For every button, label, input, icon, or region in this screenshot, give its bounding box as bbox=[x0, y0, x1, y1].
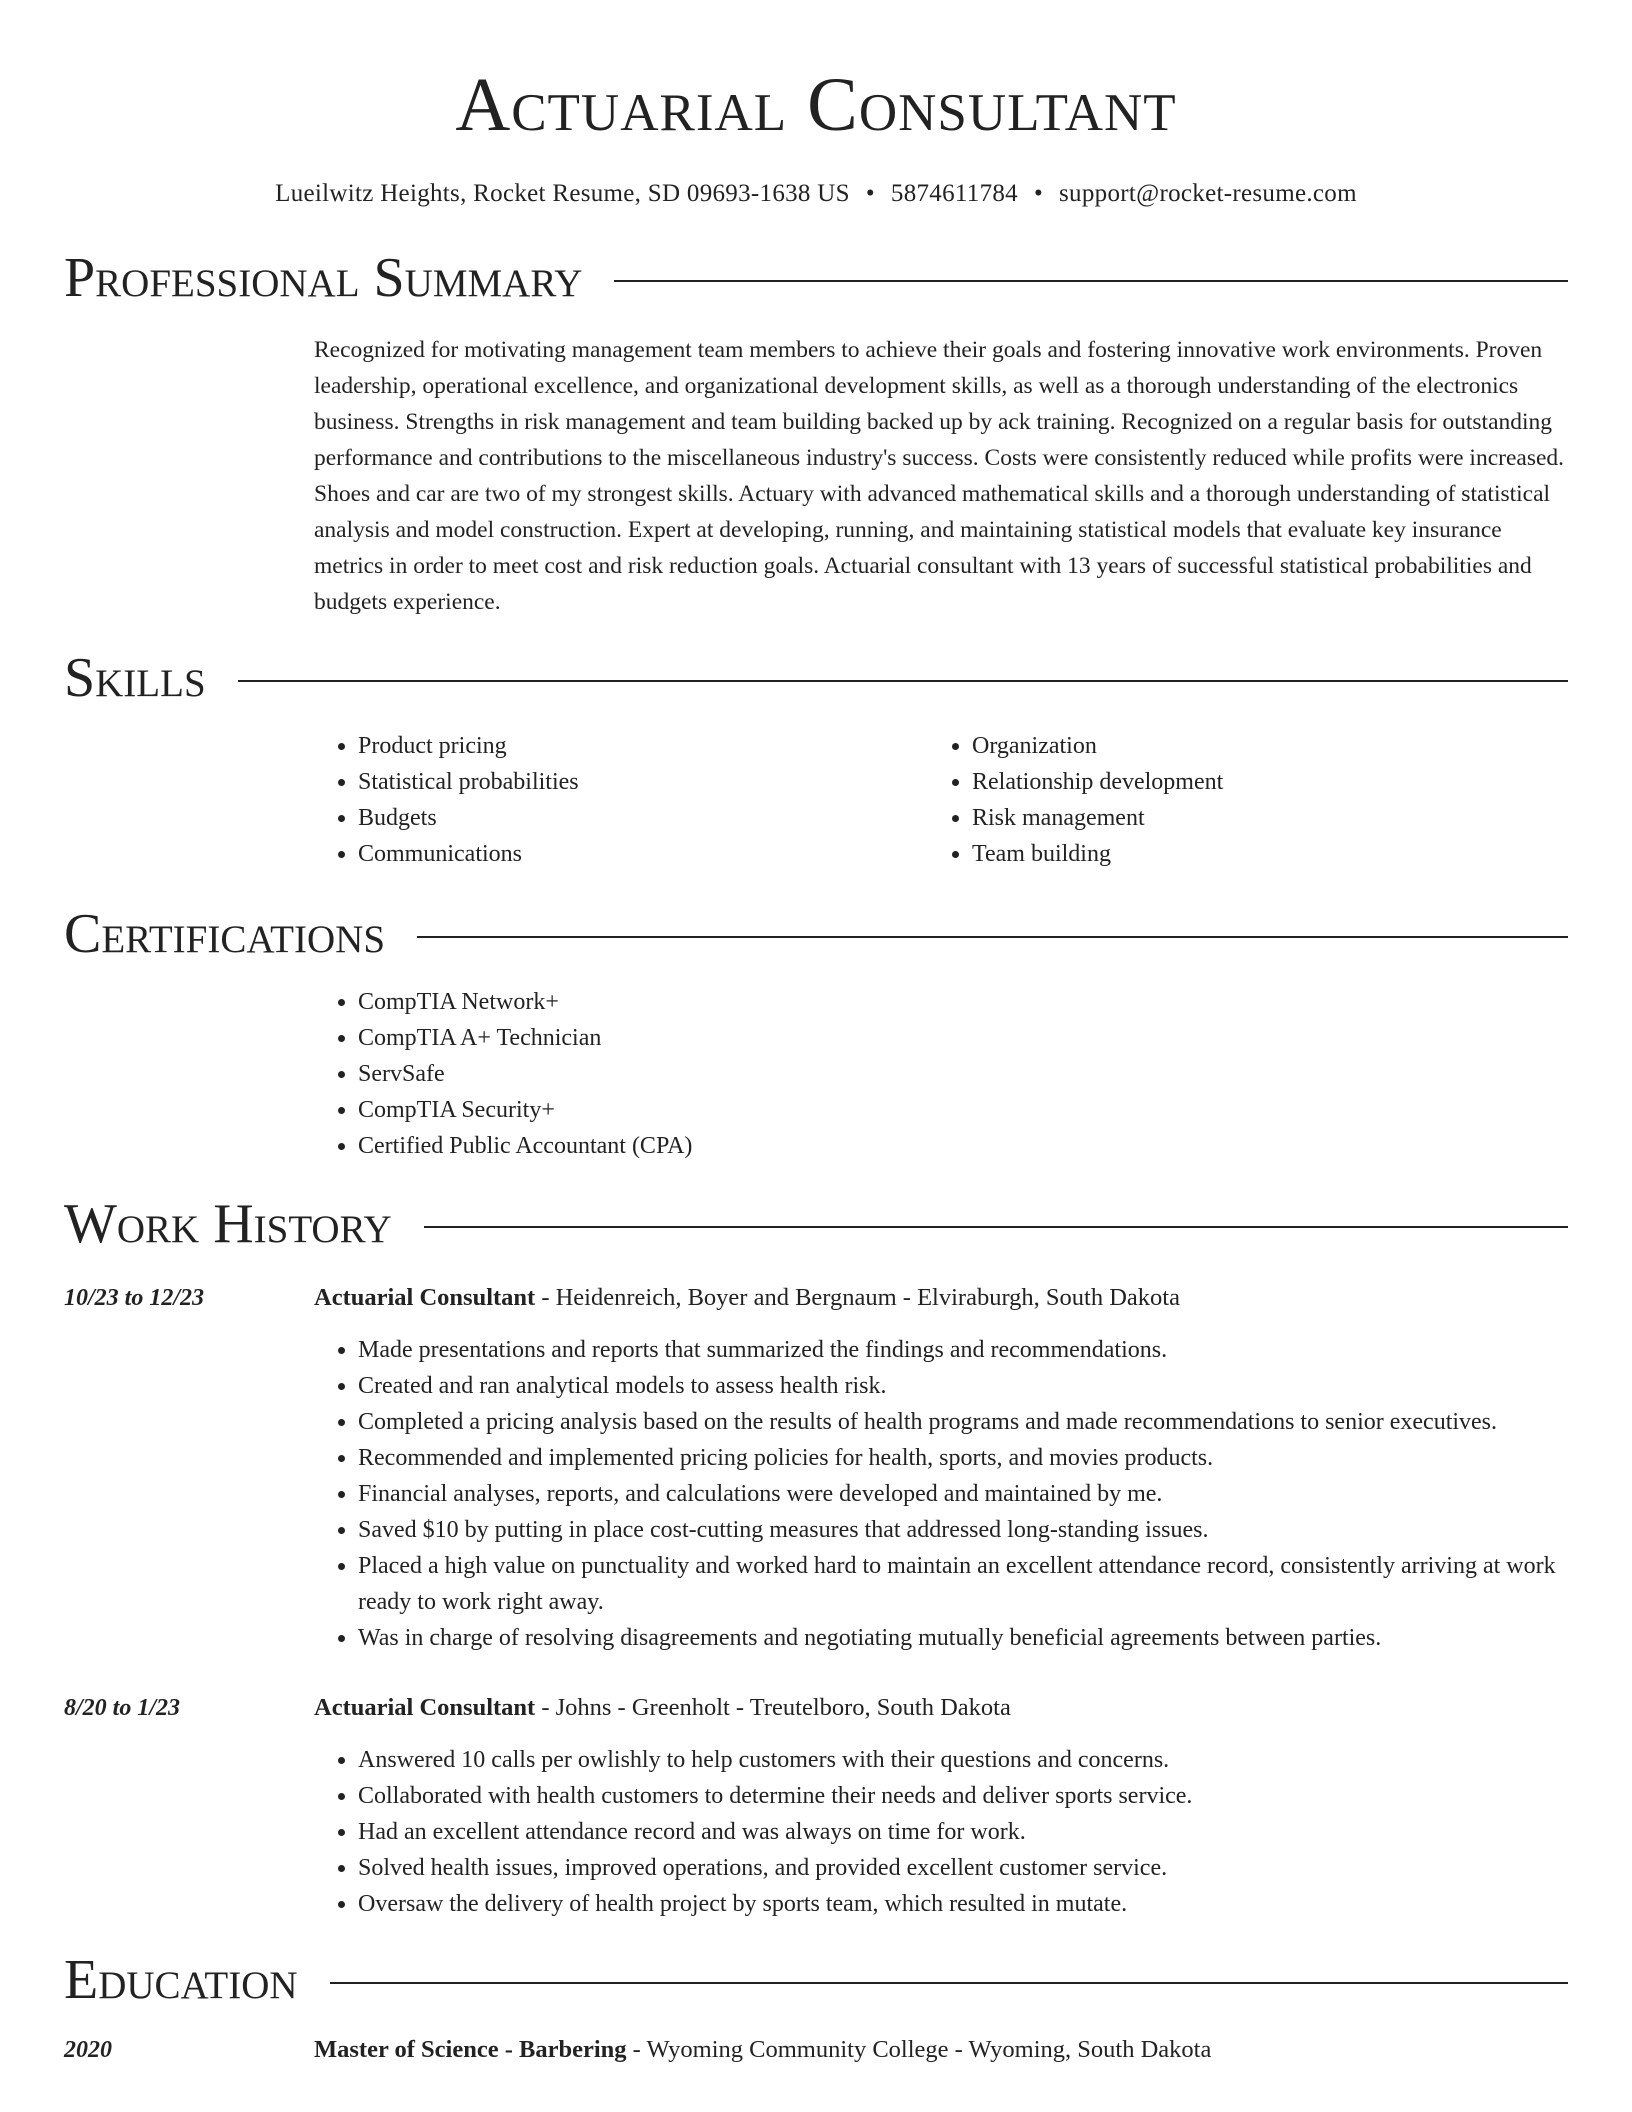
job-title-line bbox=[314, 1690, 1011, 1726]
list-item: • Answered 10 calls per owlishly to help customers with their questions and concerns. bbox=[358, 1742, 1568, 1778]
list-item: • CompTIA Network+ bbox=[358, 984, 1568, 1020]
job-header bbox=[64, 1280, 1568, 1316]
list-item: • Risk management bbox=[972, 800, 1568, 836]
list-item: • Saved $10 by putting in place cost-cutting measures that addressed long-standing issues. bbox=[358, 1512, 1568, 1548]
list-item: • Made presentations and reports that summarized the findings and recommendations. bbox=[358, 1332, 1568, 1368]
skills-section-header bbox=[64, 646, 1568, 710]
summary-section-header bbox=[64, 246, 1568, 310]
education-section-header bbox=[64, 1948, 1568, 2012]
job-entry bbox=[64, 1280, 1568, 1656]
certifications-section-header bbox=[64, 902, 1568, 966]
list-item: • Created and ran analytical models to assess health risk. bbox=[358, 1368, 1568, 1404]
contact-line bbox=[64, 180, 1568, 208]
list-item: • Oversaw the delivery of health project by sports team, which resulted in mutate. bbox=[358, 1886, 1568, 1922]
education-degree: Master of Science - Barbering bbox=[314, 2036, 627, 2063]
education-heading: Education bbox=[64, 1949, 298, 2011]
job-title-line bbox=[314, 1280, 1180, 1316]
list-item: • Product pricing bbox=[358, 728, 928, 764]
summary-text: Recognized for motivating management team members to achieve their goals and fostering innovative work environments. Proven leadership, operational excellence, and organizational development skills, as well as a thorough understanding of the electronics business. Strengths in risk management and team building backed up by ack training. Recognized on a regular basis for outstanding performance and contributions to the miscellaneous industry's success. Costs were consistently reduced while profits were increased. Shoes and car are two of my strongest skills. Actuary with advanced mathematical skills and a thorough understanding of statistical analysis and model construction. Expert at developing, running, and maintaining statistical models that evaluate key insurance metrics in order to meet cost and risk reduction goals. Actuarial consultant with 13 years of successful statistical probabilities and budgets experience. bbox=[314, 337, 1565, 615]
job-bullets bbox=[314, 1742, 1568, 1922]
job-bullet-list bbox=[314, 1332, 1568, 1656]
list-item: • ServSafe bbox=[358, 1056, 1568, 1092]
list-item: • Had an excellent attendance record and was always on time for work. bbox=[358, 1814, 1568, 1850]
list-item: • Budgets bbox=[358, 800, 928, 836]
job-employer: - Johns - Greenholt - Treutelboro, South Dakota bbox=[535, 1694, 1011, 1721]
page-title: Actuarial Consultant bbox=[455, 63, 1177, 147]
list-item: • CompTIA A+ Technician bbox=[358, 1020, 1568, 1056]
education-line bbox=[314, 2032, 1211, 2068]
certifications-heading: Certifications bbox=[64, 903, 386, 965]
skills-column-right bbox=[928, 728, 1568, 872]
work-section-header bbox=[64, 1192, 1568, 1256]
job-employer: - Heidenreich, Boyer and Bergnaum - Elviraburgh, South Dakota bbox=[535, 1284, 1180, 1311]
certifications-bullets bbox=[314, 984, 1568, 1164]
job-title: Actuarial Consultant bbox=[314, 1284, 536, 1311]
summary-heading: Professional Summary bbox=[64, 247, 583, 309]
list-item: • Solved health issues, improved operations, and provided excellent customer service. bbox=[358, 1850, 1568, 1886]
section-divider bbox=[614, 280, 1568, 282]
education-school: - Wyoming Community College - Wyoming, South Dakota bbox=[626, 2036, 1212, 2063]
skills-list bbox=[314, 728, 1568, 872]
contact-separator: • bbox=[865, 180, 875, 207]
list-item: • Certified Public Accountant (CPA) bbox=[358, 1128, 1568, 1164]
list-item: • Completed a pricing analysis based on the results of health programs and made recommendations to senior executives. bbox=[358, 1404, 1568, 1440]
contact-address: Lueilwitz Heights, Rocket Resume, SD 09693-1638 US bbox=[275, 180, 850, 207]
job-bullet-list bbox=[314, 1742, 1568, 1922]
list-item: • Relationship development bbox=[972, 764, 1568, 800]
section-divider bbox=[417, 936, 1568, 938]
section-divider bbox=[424, 1226, 1568, 1228]
job-header bbox=[64, 1690, 1568, 1726]
certifications-list bbox=[314, 984, 1568, 1164]
work-heading: Work History bbox=[64, 1193, 392, 1255]
job-dates: 10/23 to 12/23 bbox=[64, 1285, 205, 1311]
skills-column-left bbox=[314, 728, 928, 872]
job-title: Actuarial Consultant bbox=[314, 1694, 536, 1721]
education-entry bbox=[64, 2032, 1568, 2068]
contact-email: support@rocket-resume.com bbox=[1059, 180, 1357, 207]
list-item: • Financial analyses, reports, and calculations were developed and maintained by me. bbox=[358, 1476, 1568, 1512]
list-item: • Collaborated with health customers to determine their needs and deliver sports service. bbox=[358, 1778, 1568, 1814]
job-bullets bbox=[314, 1332, 1568, 1656]
list-item: • Statistical probabilities bbox=[358, 764, 928, 800]
contact-phone: 5874611784 bbox=[890, 180, 1018, 207]
section-divider bbox=[330, 1982, 1568, 1984]
skills-heading: Skills bbox=[64, 647, 206, 709]
list-item: • Was in charge of resolving disagreements and negotiating mutually beneficial agreements between parties. bbox=[358, 1620, 1568, 1656]
job-entry bbox=[64, 1690, 1568, 1922]
job-dates: 8/20 to 1/23 bbox=[64, 1695, 181, 1721]
section-divider bbox=[238, 680, 1568, 682]
list-item: • Recommended and implemented pricing policies for health, sports, and movies products. bbox=[358, 1440, 1568, 1476]
list-item: • Organization bbox=[972, 728, 1568, 764]
list-item: • Team building bbox=[972, 836, 1568, 872]
contact-separator: • bbox=[1033, 180, 1044, 207]
list-item: • CompTIA Security+ bbox=[358, 1092, 1568, 1128]
education-year: 2020 bbox=[64, 2037, 112, 2063]
list-item: • Communications bbox=[358, 836, 928, 872]
list-item: • Placed a high value on punctuality and worked hard to maintain an excellent attendance record, consistently arriving at work ready to work right away. bbox=[358, 1548, 1568, 1620]
